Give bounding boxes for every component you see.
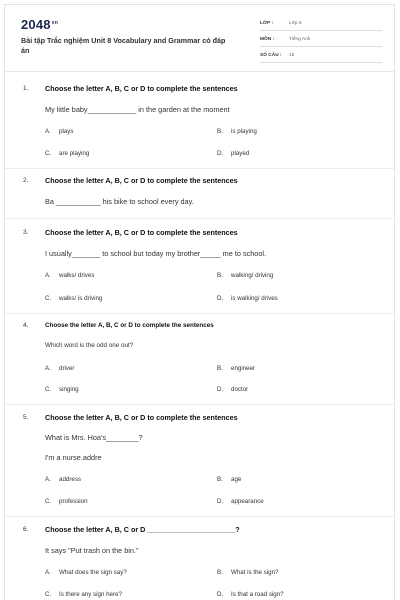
option-a[interactable]: A. What does the sign say? xyxy=(45,569,127,576)
option-b[interactable]: B. What is the sign? xyxy=(217,569,279,576)
option-a[interactable]: A. driver xyxy=(45,365,75,372)
document-page xyxy=(4,4,395,600)
option-d[interactable]: D. doctor xyxy=(217,386,249,393)
option-b[interactable]: B. walking/ driving xyxy=(217,272,274,279)
question-stem: It says "Put trash on the bin." xyxy=(45,546,139,555)
option-c[interactable]: C. walks/ is driving xyxy=(45,295,103,302)
option-c[interactable]: C. singing xyxy=(45,386,79,393)
question-divider xyxy=(5,218,394,219)
question-divider xyxy=(5,404,394,405)
option-c[interactable]: C. profession xyxy=(45,498,88,505)
question-title: Choose the letter A, B, C or D to complete the sentences xyxy=(45,322,214,329)
option-b[interactable]: B. is playing xyxy=(217,128,257,135)
question-number: 5. xyxy=(23,414,29,421)
question-number: 1. xyxy=(23,85,29,92)
question-number: 6. xyxy=(23,526,29,533)
question-stem: Ba ___________ his bike to school every day. xyxy=(45,197,194,206)
question-number: 4. xyxy=(23,322,29,329)
option-d[interactable]: D. is walking/ drives xyxy=(217,295,278,302)
question-divider xyxy=(5,168,394,169)
option-b[interactable]: B. age xyxy=(217,476,242,483)
document-header xyxy=(5,5,394,71)
question-title: Choose the letter A, B, C or D to complete the sentences xyxy=(45,84,238,93)
meta-label: SỐ CÂU : xyxy=(260,53,282,58)
question-divider xyxy=(5,313,394,314)
option-d[interactable]: D. played xyxy=(217,150,250,157)
question-number: 2. xyxy=(23,177,29,184)
option-a[interactable]: A. plays xyxy=(45,128,74,135)
question-stem: I usually_______ to school but today my brother_____ me to school. xyxy=(45,249,267,258)
question-title: Choose the letter A, B, C or D to complete the sentences xyxy=(45,413,238,422)
option-a[interactable]: A. walks/ drives xyxy=(45,272,95,279)
meta-value: 15 xyxy=(289,53,295,58)
question-number: 3. xyxy=(23,229,29,236)
meta-label: LỚP : xyxy=(260,21,274,26)
question-title: Choose the letter A, B, C or D ______________________? xyxy=(45,525,240,534)
question-stem: Which word is the odd one out? xyxy=(45,342,134,349)
meta-value: Lớp 6 xyxy=(289,21,302,26)
page-title: Bài tập Trắc nghiệm Unit 8 Vocabulary and Grammar có đáp án xyxy=(21,36,226,55)
header-divider xyxy=(5,71,394,72)
question-divider xyxy=(5,516,394,517)
option-b[interactable]: B. engineer xyxy=(217,365,256,372)
question-title: Choose the letter A, B, C or D to complete the sentences xyxy=(45,176,238,185)
option-c[interactable]: C. are playing xyxy=(45,150,90,157)
question-stem: My little baby____________ in the garden at the moment xyxy=(45,105,230,114)
option-d[interactable]: D. appearance xyxy=(217,498,264,505)
option-d[interactable]: D. Is that a road sign? xyxy=(217,591,284,598)
logo-suffix: vn xyxy=(51,20,58,26)
option-a[interactable]: A. address xyxy=(45,476,82,483)
site-logo[interactable] xyxy=(21,17,58,32)
meta-value: Tiếng Anh xyxy=(289,37,311,42)
question-stem: What is Mrs. Hoa's________? xyxy=(45,433,143,442)
meta-row-count xyxy=(260,50,382,63)
meta-label: MÔN : xyxy=(260,37,275,42)
meta-row-class xyxy=(260,18,382,31)
question-stem-line-2: I'm a nurse.addre xyxy=(45,453,102,462)
logo-text: 2048 xyxy=(21,17,51,32)
meta-row-subject xyxy=(260,34,382,47)
option-c[interactable]: C. Is there any sign here? xyxy=(45,591,122,598)
question-title: Choose the letter A, B, C or D to complete the sentences xyxy=(45,228,238,237)
